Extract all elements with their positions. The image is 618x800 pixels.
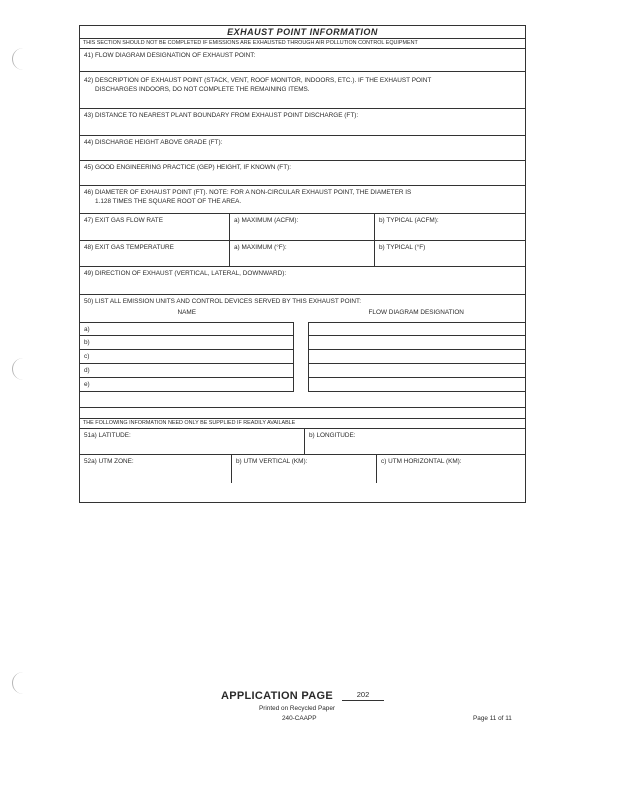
name-entry-e[interactable]: e) <box>80 378 294 392</box>
name-entry-a[interactable]: a) <box>80 322 294 336</box>
binder-hole <box>12 48 23 70</box>
q46-label: 46) DIAMETER OF EXHAUST POINT (FT). NOTE: FOR A NON-CIRCULAR EXHAUST POINT, THE DIAMETER IS 1.128 TIMES THE SQUARE ROOT OF THE AREA. <box>84 189 412 205</box>
q42-row[interactable] <box>80 72 525 109</box>
column-flow-designation: FLOW DIAGRAM DESIGNATION <box>368 309 464 316</box>
q52-row <box>80 455 525 483</box>
q41-row[interactable] <box>80 49 525 72</box>
q48b-field[interactable]: b) TYPICAL (°F) <box>374 241 525 266</box>
q50-section <box>80 295 525 408</box>
q47-label: 47) EXIT GAS FLOW RATE <box>84 217 163 224</box>
utm-horizontal-field[interactable]: c) UTM HORIZONTAL (KM): <box>376 455 525 483</box>
utm-zone-field[interactable]: 52a) UTM ZONE: <box>84 458 134 465</box>
section-note: THIS SECTION SHOULD NOT BE COMPLETED IF EMISSIONS ARE EXHAUSTED THROUGH AIR POLLUTION CONTROL EQUIPMENT <box>80 39 525 49</box>
name-entry-c[interactable]: c) <box>80 350 294 364</box>
q47b-field[interactable]: b) TYPICAL (ACFM): <box>374 214 525 240</box>
longitude-field[interactable]: b) LONGITUDE: <box>304 429 525 454</box>
q50-column-headers <box>80 306 525 318</box>
q51-row <box>80 429 525 455</box>
q45-label: 45) GOOD ENGINEERING PRACTICE (GEP) HEIGHT, IF KNOWN (FT): <box>84 164 291 171</box>
q42-label: 42) DESCRIPTION OF EXHAUST POINT (STACK, VENT, ROOF MONITOR, INDOORS, ETC.). IF THE EXHAUST POINT DISCHARGES INDOORS, DO NOT COMPLETE THE REMAINING ITEMS. <box>84 77 432 93</box>
q50-label: 50) LIST ALL EMISSION UNITS AND CONTROL DEVICES SERVED BY THIS EXHAUST POINT: <box>84 298 362 305</box>
q44-label: 44) DISCHARGE HEIGHT ABOVE GRADE (FT): <box>84 139 223 146</box>
application-page-number: 202 <box>342 690 384 701</box>
q49-label: 49) DIRECTION OF EXHAUST (VERTICAL, LATERAL, DOWNWARD): <box>84 270 287 277</box>
q43-label: 43) DISTANCE TO NEAREST PLANT BOUNDARY FROM EXHAUST POINT DISCHARGE (FT): <box>84 112 359 119</box>
q48a-field[interactable]: a) MAXIMUM (°F): <box>229 241 374 266</box>
q43-row[interactable] <box>80 109 525 136</box>
flow-entry-b[interactable] <box>308 336 526 350</box>
column-name: NAME <box>177 309 196 316</box>
binder-hole <box>12 358 23 380</box>
q45-row[interactable] <box>80 161 525 186</box>
application-page-label: APPLICATION PAGE <box>221 690 333 702</box>
form-title: EXHAUST POINT INFORMATION <box>80 26 525 39</box>
q48-row <box>80 241 525 267</box>
optional-note: THE FOLLOWING INFORMATION NEED ONLY BE SUPPLIED IF READILY AVAILABLE <box>80 419 525 429</box>
q48-label: 48) EXIT GAS TEMPERATURE <box>84 244 174 251</box>
q49-row[interactable] <box>80 267 525 295</box>
q41-label: 41) FLOW DIAGRAM DESIGNATION OF EXHAUST POINT: <box>84 52 256 59</box>
q47a-field[interactable]: a) MAXIMUM (ACFM): <box>229 214 374 240</box>
q47-row <box>80 214 525 241</box>
flow-entry-e[interactable] <box>308 378 526 392</box>
form-code: 240-CAAPP <box>282 715 317 722</box>
latitude-field[interactable]: 51a) LATITUDE: <box>84 432 131 439</box>
name-entry-b[interactable]: b) <box>80 336 294 350</box>
emission-unit-list <box>80 322 525 402</box>
binder-hole <box>12 672 23 694</box>
exhaust-point-form <box>79 25 526 503</box>
flow-entry-c[interactable] <box>308 350 526 364</box>
printed-note: Printed on Recycled Paper <box>259 705 336 712</box>
q46-row[interactable] <box>80 186 525 214</box>
utm-vertical-field[interactable]: b) UTM VERTICAL (KM): <box>231 455 376 483</box>
flow-entry-d[interactable] <box>308 364 526 378</box>
q44-row[interactable] <box>80 136 525 161</box>
name-entry-d[interactable]: d) <box>80 364 294 378</box>
flow-entry-a[interactable] <box>308 322 526 336</box>
page-of: Page 11 of 11 <box>473 715 512 722</box>
